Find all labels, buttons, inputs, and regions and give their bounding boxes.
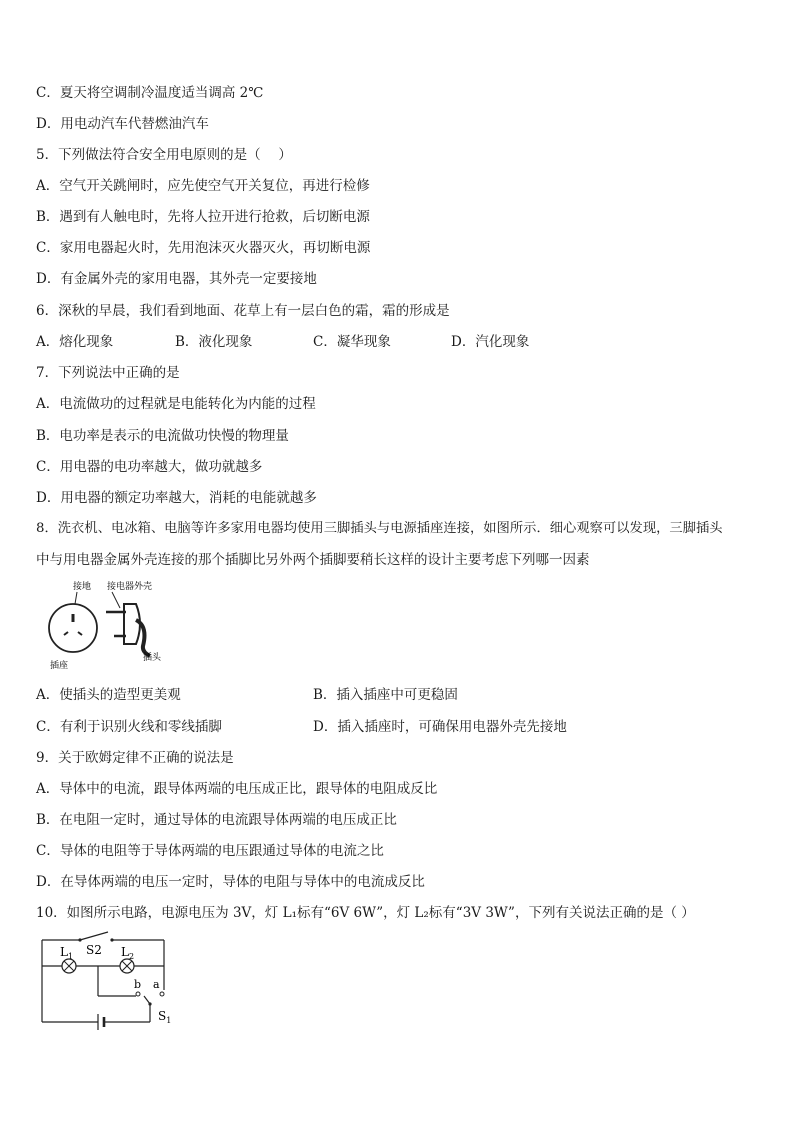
label-a: a [153,978,160,991]
q7-option-c: C．用电器的电功率越大，做功就越多 [36,459,263,475]
label-s1 [158,1009,171,1025]
q5-stem: 5．下列做法符合安全用电原则的是（ ） [36,147,292,163]
q8-options-row1 [0,686,794,704]
q7-stem: 7．下列说法中正确的是 [36,365,180,381]
label-socket: 插座 [50,661,69,670]
q6-stem: 6．深秋的早晨，我们看到地面、花草上有一层白色的霜，霜的形成是 [36,303,450,319]
label-l1-sub: 1 [67,952,74,961]
q5-option-b: B．遇到有人触电时，先将人拉开进行抢救，后切断电源 [36,209,370,225]
q4-option-c: C．夏天将空调制冷温度适当调高 2℃ [36,85,264,101]
label-l2-text: L [121,945,129,959]
q9-option-d: D．在导体两端的电压一定时，导体的电阻与导体中的电流成反比 [36,874,425,890]
q8-option-c: C．有利于识别火线和零线插脚 [36,719,222,735]
label-b: b [134,978,142,991]
label-s1-sub: 1 [166,1016,172,1025]
plug-body [124,604,140,644]
q6-option-d: D．汽化现象 [451,334,530,350]
socket-hole-ground [72,614,75,622]
shell-pointer [112,592,120,608]
label-l2-sub: 2 [128,952,135,961]
label-l2 [121,945,134,961]
q8-stem-line1: 8．洗衣机、电冰箱、电脑等许多家用电器均使用三脚插头与电源插座连接，如图所示．细心观察可以发现，三脚插头 [36,521,723,536]
q7-option-b: B．电功率是表示的电流做功快慢的物理量 [36,428,289,444]
q8-option-a: A．使插头的造型更美观 [36,687,181,703]
q6-option-a: A．熔化现象 [36,334,114,350]
q5-option-a: A．空气开关跳闸时，应先使空气开关复位，再进行检修 [36,178,370,194]
contact-b [136,992,140,996]
s2-blade [80,932,108,940]
q5-option-d: D．有金属外壳的家用电器，其外壳一定要接地 [36,271,317,287]
socket-hole-right [78,632,82,635]
q9-stem: 9．关于欧姆定律不正确的说法是 [36,750,234,766]
circuit-figure [34,926,184,1030]
label-s2: S2 [86,943,102,957]
q8-option-d: D．插入插座时，可确保用电器外壳先接地 [313,719,567,735]
socket-plug-figure [40,574,170,670]
q8-option-b: B．插入插座中可更稳固 [313,687,458,703]
label-plug: 插头 [143,653,162,663]
q9-option-a: A．导体中的电流，跟导体两端的电压成正比，跟导体的电阻成反比 [36,781,438,797]
socket-hole-left [64,632,68,635]
contact-a [160,992,164,996]
label-s1-text: S [158,1009,167,1023]
q9-option-b: B．在电阻一定时，通过导体的电流跟导体两端的电压成正比 [36,812,397,828]
label-ground: 接地 [73,582,92,592]
label-shell: 接电器外壳 [107,582,153,592]
q7-option-d: D．用电器的额定功率越大，消耗的电能就越多 [36,490,317,506]
q7-option-a: A．电流做功的过程就是电能转化为内能的过程 [36,396,316,412]
q6-options [0,333,794,351]
socket-outline [49,604,97,652]
q10-stem: 10．如图所示电路，电源电压为 3V，灯 L₁标有“6V 6W”，灯 L₂标有“3V 3W”，下列有关说法正确的是（ ） [36,905,695,921]
label-l1-text: L [60,945,68,959]
q5-option-c: C．家用电器起火时，先用泡沫灭火器灭火，再切断电源 [36,240,371,256]
q6-option-c: C．凝华现象 [313,334,391,350]
q8-options-row2 [0,718,794,736]
ground-pointer [75,592,77,604]
q4-option-d: D．用电动汽车代替燃油汽车 [36,116,209,132]
label-l1 [60,945,73,961]
q9-option-c: C．导体的电阻等于导体两端的电压跟通过导体的电流之比 [36,843,384,859]
q8-stem-line2: 中与用电器金属外壳连接的那个插脚比另外两个插脚要稍长这样的设计主要考虑下列哪一因素 [36,552,590,568]
q6-option-b: B．液化现象 [175,334,253,350]
